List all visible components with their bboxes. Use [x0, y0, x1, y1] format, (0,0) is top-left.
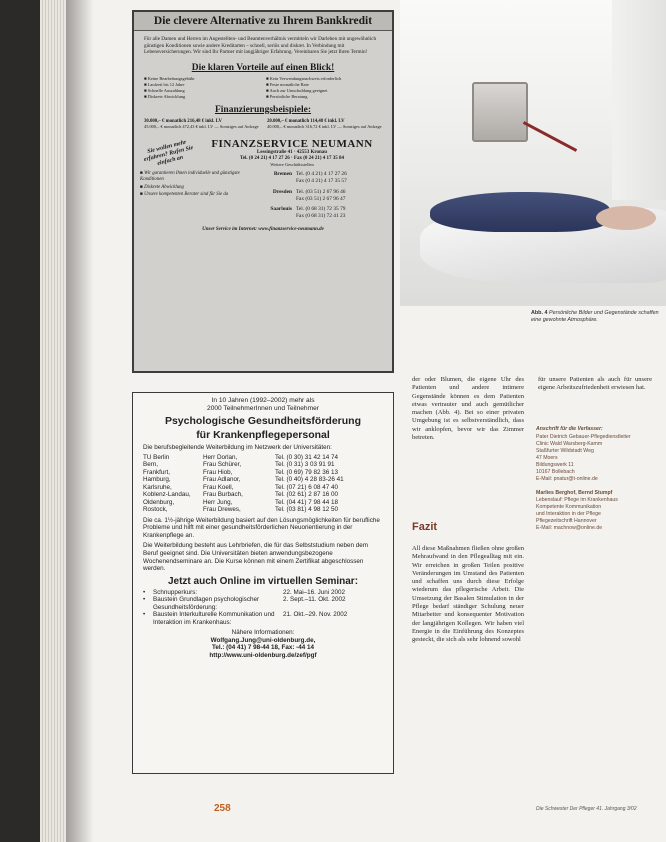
seminar-para2: Die Weiterbildung besteht aus Lehrbriefen, die für das Selbststudium neben dem Beruf geeignet sind. Die Universitäten bieten anwendungsbezogene Wochenendseminare an. Die Kurse können mit einem Zertifikat abgeschlossen werden.: [143, 542, 368, 573]
office-fax: Fax (0 68 31) 72 41 23: [296, 213, 346, 220]
contact-tel: Tel. (0 31) 3 03 91 91: [275, 461, 335, 469]
contact-name: Frau Drewes,: [203, 506, 241, 514]
advantages-list: [134, 76, 392, 100]
advantage-item: ■ Feste monatliche Rate: [266, 81, 309, 87]
finance-online: Unser Service im Internet: www.finanzservice-neumann.de: [202, 227, 324, 233]
caption-label: Abb. 4: [531, 310, 548, 316]
contact-city: Karlsruhe,: [143, 483, 172, 491]
contact-row: [143, 476, 383, 484]
contact-tel: Tel. (07 21) 6 08 47 40: [275, 483, 339, 491]
contact-city: Oldenburg,: [143, 498, 175, 506]
benefit-item: ■ Wir garantieren Ihnen individuelle und günstigste Konditionen: [140, 171, 240, 183]
seminar-date: 2. Sept.–11. Okt. 2002: [283, 596, 346, 604]
seminar-intro: Die berufsbegleitende Weiterbildung im Netzwerk der Universitäten:: [143, 444, 332, 451]
photo-caption: [531, 310, 661, 324]
examples-title: Finanzierungsbeispiele:: [214, 104, 312, 115]
office-city: Dresden: [272, 188, 292, 195]
contact-row: [143, 469, 383, 477]
finance-advert: [132, 10, 394, 373]
info-email[interactable]: Wolfgang.Jung@uni-oldenburg.de,: [210, 636, 316, 644]
finance-example-head: 30.000,– € monatlich 216,48 € inkl. LV: [144, 118, 222, 124]
article-column-1: der oder Blumen, die eigene Uhr des Patienten und andere intimere Gegenstände können es dem Patienten etwas vertrauter und auch gemütlicher machen (Abb. 4). Bei so einer privaten Umgebung ist es selbstverständlich, dass wir anklopfen, bevor wir das Zimmer betreten.: [412, 376, 524, 442]
photo-cable: [523, 121, 577, 152]
sidebar-line: Pflegezeitschrift Hannover: [536, 517, 597, 524]
seminar-row: [143, 596, 383, 611]
contact-tel: Tel. (03 81) 4 98 12 50: [275, 506, 339, 514]
contact-city: Koblenz-Landau,: [143, 491, 191, 499]
info-telfax: Tel.: (04 41) 7 98-44 18, Fax: -44 14: [211, 644, 315, 652]
photo-patient: [596, 206, 656, 230]
contact-tel: Tel. (0 69) 79 82 36 13: [275, 468, 339, 476]
page-number: 258: [214, 803, 231, 814]
info-url[interactable]: http://www.uni-oldenburg.de/zef/pgf: [209, 652, 317, 660]
benefit-item: ■ Unsere kompetenten Berater sind für Sie da: [140, 191, 229, 197]
contact-row: [143, 454, 383, 462]
fazit-heading: Fazit: [412, 521, 438, 533]
finance-advert-title: Die clevere Alternative zu Ihrem Bankkredit: [134, 12, 392, 31]
seminar-date: 22. Mai–16. Juni 2002: [283, 588, 345, 596]
advantage-item: ■ Schnelle Auszahlung: [144, 87, 185, 93]
seminar-topic: Baustein Grundlagen psychologischer Gesundheitsförderung:: [153, 596, 260, 611]
advantage-item: ■ Keine Bearbeitungsgebühr: [144, 75, 195, 81]
contact-name: Frau Burbach,: [203, 491, 243, 499]
sidebar-line: E-Mail: pnatur@t-online.de: [536, 475, 598, 482]
sidebar-line: Bildungswerk 11: [536, 462, 574, 469]
contact-tel: Tel. (0 40) 4 28 83-26 41: [275, 476, 344, 484]
photo-blanket: [430, 192, 610, 232]
office-tel: Tel. (0 68 31) 72 35 79: [296, 205, 346, 212]
contact-name: Frau Hiob,: [203, 468, 233, 476]
benefit-item: ■ Diskrete Abwicklung: [140, 184, 184, 190]
contact-name: Herr Jung,: [203, 498, 233, 506]
seminar-date: 21. Okt.–29. Nov. 2002: [283, 611, 348, 619]
company-block: [198, 138, 386, 167]
call-us-stamp: Sie wollen mehr erfahren? Rufen Sie einfach an: [143, 139, 194, 168]
contact-row: [143, 491, 383, 499]
contact-name: Frau Koell,: [203, 483, 234, 491]
seminar-bullet: •: [143, 596, 146, 604]
seminar-bullet: •: [143, 588, 146, 596]
office-city: Bremen: [273, 171, 292, 178]
seminar-schedule: [143, 589, 383, 627]
finance-advert-intro: Für alle Damen und Herren im Angestellten- und Beamtenverhältnis vermitteln wir Darlehen mit ungewöhnlich günstigen Konditionen sowie andere Kreditarten – schnell, seriös und diskret. In Verbindung mit Lebensversicherungen. Wir sind Ihr Partner mit langjähriger Erfahrung. Vereinbaren Sie jetzt Ihren Termin!: [144, 36, 377, 55]
contact-city: TU Berlin: [143, 453, 170, 461]
finance-example-body: 45.000,– € monatlich 472,43 € inkl. LV — Sonstiges auf Anfrage: [144, 124, 259, 130]
photo-curtain: [612, 0, 666, 200]
finance-example: [144, 118, 259, 131]
seminar-row: [143, 589, 383, 597]
article-column-2: für unsere Patienten als auch für unsere eigene Arbeitszufriedenheit erwiesen hat.: [538, 376, 652, 392]
contact-row: [143, 461, 383, 469]
advantages-title: Die klaren Vorteile auf einen Blick!: [191, 62, 335, 73]
seminar-row: [143, 611, 383, 626]
seminar-topic: Schnupperkurs:: [153, 588, 198, 596]
sidebar-line: und Interaktion in der Pflege: [536, 510, 601, 517]
sidebar-heading-2: Marlies Berghof, Bernd Stumpf: [536, 490, 613, 497]
company-name: FINANZSERVICE NEUMANN: [211, 138, 373, 151]
online-seminar-title: Jetzt auch Online im virtuellen Seminar:: [167, 575, 359, 587]
contact-tel: Tel. (04 41) 7 98 44 18: [275, 498, 339, 506]
office-city: Saarlouis: [270, 205, 292, 212]
seminar-line2: 2000 TeilnehmerInnen und Teilnehmer: [207, 405, 319, 412]
gutter-shadow: [66, 0, 94, 842]
contact-name: Frau Schürer,: [203, 461, 242, 469]
contact-city: Bern,: [143, 461, 159, 469]
contact-row: [143, 506, 383, 514]
seminar-bullet: •: [143, 611, 146, 619]
advantage-item: ■ Auch zur Umschuldung geeignet: [266, 87, 328, 93]
seminar-advert: [132, 392, 394, 774]
seminar-contact-info: [143, 629, 383, 659]
patient-room-photo: [400, 0, 666, 306]
office-tel: Tel. (0 4 21) 4 17 27 26: [296, 171, 347, 178]
running-footer: Die Schwester Der Pfleger 41. Jahrgang 3/02: [536, 806, 637, 812]
company-header: [134, 130, 392, 167]
office-fax: Fax (03 51) 2 67 96 47: [296, 195, 346, 202]
benefit-bullets: [140, 171, 252, 223]
finance-example: [267, 118, 382, 131]
sidebar-line: 10167 Bollebach: [536, 468, 575, 475]
office-tel: Tel. (03 51) 2 67 96 46: [296, 188, 346, 195]
advantage-item: ■ Persönliche Beratung: [266, 93, 308, 99]
contact-name: Herr Dorlan,: [203, 453, 238, 461]
finance-examples: [134, 118, 392, 131]
info-heading: Nähere Informationen:: [231, 629, 295, 637]
sidebar-line: 47 Moers: [536, 455, 558, 462]
finance-bottom: [134, 167, 392, 223]
sidebar-line: Clinic Wald Warsberg-Kamm: [536, 441, 603, 448]
sidebar-line: Pater Dietrich Gebauer-Pflegedienstleiter: [536, 434, 631, 441]
seminar-title-2: für Krankenpflegepersonal: [196, 429, 330, 441]
photo-monitor: [472, 82, 528, 142]
office-entry: [252, 206, 386, 220]
contact-list: [143, 454, 383, 514]
contact-row: [143, 484, 383, 492]
contact-name: Frau Adlanor,: [203, 476, 241, 484]
finance-example-body: 40.000,– € monatlich 316,72 € inkl. LV — Sonstiges auf Anfrage: [267, 124, 382, 130]
sidebar-line: Kompetente Kommunikation: [536, 504, 602, 511]
caption-text: Persönliche Bilder und Gegenstände schaffen eine gewohnte Atmosphäre.: [531, 310, 659, 323]
sidebar-line: Lebenslauf: Pflege im Krankenhaus: [536, 497, 618, 504]
contact-city: Hamburg,: [143, 476, 171, 484]
advantage-item: ■ Kein Verwendungsnachweis erforderlich: [266, 75, 342, 81]
sidebar-line: E-Mail: machnow@online.de: [536, 524, 603, 531]
author-sidebar: [536, 426, 654, 532]
contact-row: [143, 499, 383, 507]
office-list: [252, 171, 386, 223]
advantage-item: ■ Laufzeit bis 12 Jahre: [144, 81, 185, 87]
company-sub: Weitere Geschäftsstellen: [270, 162, 314, 168]
contact-city: Frankfurt,: [143, 468, 170, 476]
office-fax: Fax (0 4 21) 4 17 35 57: [296, 178, 347, 185]
contact-tel: Tel. (02 61) 2 87 16 00: [275, 491, 339, 499]
company-tel: Tel. (0 24 21) 4 17 27 26 · Fax (0 24 21) 4 17 35 84: [239, 156, 345, 162]
seminar-para1: Die ca. 1½-jährige Weiterbildung basiert auf den Lösungsmöglichkeiten für berufliche Probleme und hilft mit einer gesundheitsförderlichen Neuorientierung in der Krankenpflege an.: [143, 516, 380, 539]
sidebar-heading: Anschrift für die Verfasser:: [536, 426, 603, 432]
article-column-3: All diese Maßnahmen fließen ohne großen Mehraufwand in den Pflegealltag mit ein. Wir erreichen in großen Teilen positive Veränderungen im Umstand des Patienten und schaffen uns durch diese Erfolge wiederum das pflegerische Arbeit. Die Umsetzung der Basalen Stimulation in der Pflege bedarf ständiger Schulung neuer Mitarbeiter und konsequenter Motivation der langjährigen Kollegen. Wir haben viel Energie in die Einführung des Konzeptes gesteckt, die sich als sehr lohnend sowohl: [412, 545, 524, 644]
finance-example-head: 20.000,– € monatlich 114,48 € inkl. LV: [267, 118, 345, 124]
advantage-item: ■ Diskrete Abwicklung: [144, 93, 186, 99]
seminar-title: Psychologische Gesundheitsförderung: [164, 415, 362, 427]
sidebar-line: Staßfurter Wildstadt Weg: [536, 448, 594, 455]
contact-tel: Tel. (0 30) 31 42 14 74: [275, 453, 339, 461]
office-entry: [252, 171, 386, 185]
seminar-topic: Baustein Interkulturelle Kommunikation und Interaktion im Krankenhaus:: [153, 611, 275, 626]
office-entry: [252, 189, 386, 203]
seminar-line1: In 10 Jahren (1992–2002) mehr als: [211, 397, 315, 404]
company-address: Lessingstraße 41 · 42553 Kronau: [256, 150, 328, 156]
contact-city: Rostock,: [143, 506, 168, 514]
